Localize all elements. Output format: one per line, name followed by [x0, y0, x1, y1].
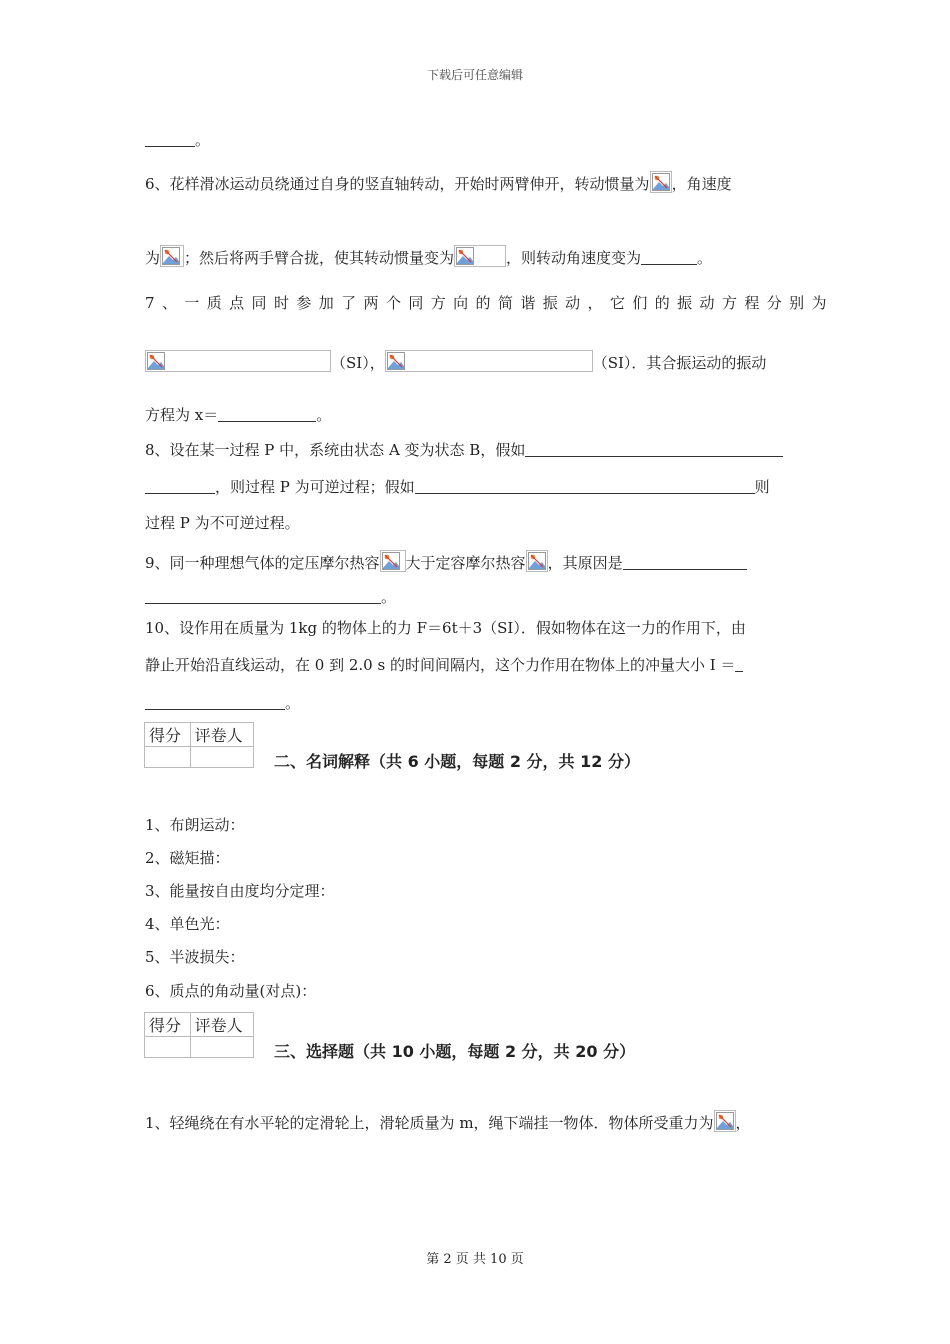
score-table	[144, 1012, 254, 1058]
score-table	[144, 722, 254, 768]
question-6-line-2: 为 ；然后将两手臂合拢，使其转动惯量变为 ，则转动角速度变为 。	[145, 245, 712, 268]
score-label: 得分	[145, 1013, 191, 1037]
question-10-line-1: 10、设作用在质量为 1kg 的物体上的力 F＝6t＋3（SI）．假如物体在这一力的作用下，由	[145, 619, 746, 637]
broken-image-icon	[650, 171, 672, 193]
score-cell[interactable]	[145, 1037, 191, 1058]
broken-image-icon	[714, 1110, 736, 1132]
question-8-line-3: 过程 P 为不可逆过程。	[145, 514, 300, 532]
question-8-line-1: 8、设在某一过程 P 中，系统由状态 A 变为状态 B，假如	[145, 440, 783, 460]
broken-image-icon	[160, 245, 184, 267]
answer-blank[interactable]	[735, 656, 743, 672]
answer-blank[interactable]	[641, 249, 697, 265]
grader-label: 评卷人	[190, 723, 253, 747]
answer-blank[interactable]	[145, 694, 285, 710]
answer-blank[interactable]	[145, 588, 381, 604]
broken-image-icon	[380, 550, 406, 572]
grader-cell[interactable]	[190, 1037, 253, 1058]
answer-blank[interactable]	[415, 478, 755, 494]
question-10-line-2: 静止开始沿直线运动，在 0 到 2.0 s 的时间间隔内，这个力作用在物体上的冲量大小 I ＝	[145, 655, 743, 675]
question-9-line-2: 。	[145, 587, 396, 607]
answer-blank[interactable]	[623, 554, 747, 570]
answer-blank[interactable]	[145, 478, 215, 494]
grader-label: 评卷人	[190, 1013, 253, 1037]
choice-question-1: 1、轻绳绕在有水平轮的定滑轮上，滑轮质量为 m，绳下端挂一物体．物体所受重力为 ，	[145, 1110, 751, 1133]
score-label: 得分	[145, 723, 191, 747]
broken-image-icon	[526, 550, 548, 572]
grader-cell[interactable]	[190, 747, 253, 768]
broken-image-icon	[385, 350, 593, 372]
term-item: 3、能量按自由度均分定理：	[145, 882, 335, 900]
question-7-line-2: （SI）， （SI）．其合振运动的振动	[145, 350, 766, 373]
question-6-line-1: 6、花样滑冰运动员绕通过自身的竖直轴转动，开始时两臂伸开，转动惯量为 ，角速度	[145, 171, 807, 194]
answer-blank[interactable]	[145, 131, 195, 147]
term-item: 1、布朗运动：	[145, 816, 245, 834]
broken-image-icon	[145, 350, 331, 372]
section-2-title: 二、名词解释（共 6 小题，每题 2 分，共 12 分）	[274, 752, 640, 771]
page-footer: 第 2 页 共 10 页	[426, 1252, 524, 1267]
page-header: 下载后可任意编辑	[426, 68, 523, 82]
broken-image-icon	[454, 245, 506, 267]
term-item: 6、质点的角动量(对点)：	[145, 982, 317, 1000]
score-cell[interactable]	[145, 747, 191, 768]
answer-blank[interactable]	[218, 406, 316, 422]
question-7-line-1: 7、一质点同时参加了两个同方向的简谐振动，它们的振动方程分别为	[145, 294, 834, 312]
text-line: 。	[145, 130, 210, 150]
term-item: 5、半波损失：	[145, 948, 245, 966]
answer-blank[interactable]	[525, 441, 783, 457]
section-3-title: 三、选择题（共 10 小题，每题 2 分，共 20 分）	[274, 1042, 636, 1061]
term-item: 2、磁矩描：	[145, 849, 230, 867]
question-7-line-3: 方程为 x＝ 。	[145, 406, 332, 424]
term-item: 4、单色光：	[145, 915, 230, 933]
question-10-line-3: 。	[145, 693, 300, 713]
question-9-line-1: 9、同一种理想气体的定压摩尔热容 大于定容摩尔热容 ，其原因是	[145, 550, 747, 573]
question-8-line-2: ，则过程 P 为可逆过程；假如 则	[145, 477, 770, 497]
